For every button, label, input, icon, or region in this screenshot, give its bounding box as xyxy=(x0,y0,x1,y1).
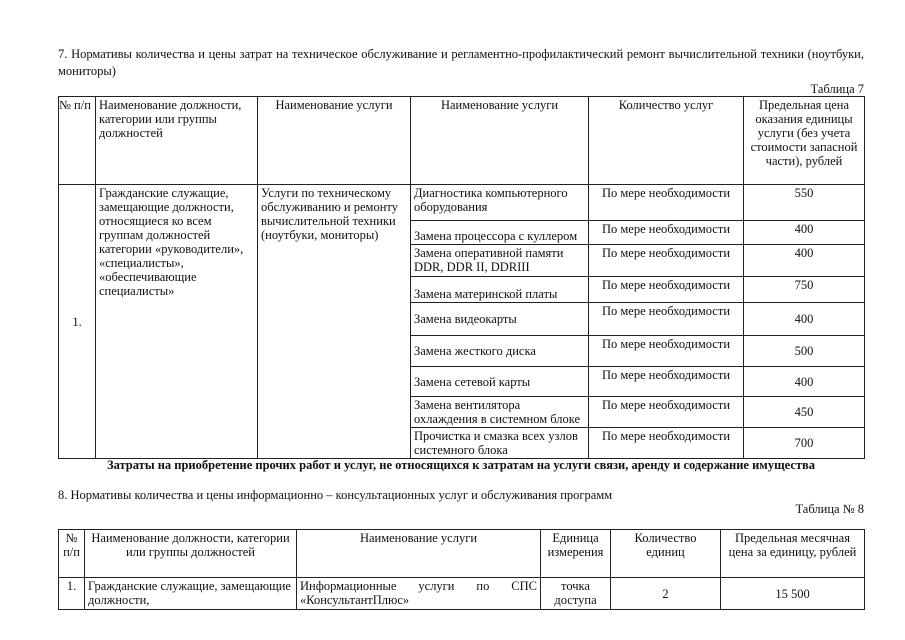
header-service: Наименование услуги xyxy=(411,97,589,185)
service-name: Замена сетевой карты xyxy=(411,367,589,397)
header-position: Наименование должности, категории или группы должностей xyxy=(85,530,297,578)
service-qty: По мере необходимости xyxy=(589,221,744,245)
service-qty: По мере необходимости xyxy=(589,336,744,367)
section8-heading: 8. Нормативы количества и цены информационно – консультационных услуг и обслуживания программ xyxy=(58,488,613,502)
service-qty: По мере необходимости xyxy=(589,428,744,459)
header-quantity: Количество единиц xyxy=(611,530,721,578)
header-unit: Единица измерения xyxy=(541,530,611,578)
table8-label: Таблица № 8 xyxy=(795,502,864,516)
service-price: 400 xyxy=(744,303,865,336)
row-price: 15 500 xyxy=(721,578,865,610)
header-service-group: Наименование услуги xyxy=(258,97,411,185)
service-price: 700 xyxy=(744,428,865,459)
service-price: 400 xyxy=(744,221,865,245)
service-name: Диагностика компьютерного оборудования xyxy=(411,185,589,221)
service-qty: По мере необходимости xyxy=(589,397,744,428)
header-quantity: Количество услуг xyxy=(589,97,744,185)
service-word: услуги xyxy=(418,579,455,593)
table-header-row xyxy=(59,97,865,185)
row-position: Гражданские служащие, замещающие должности, xyxy=(85,578,297,610)
service-qty: По мере необходимости xyxy=(589,367,744,397)
service-line-2: «КонсультантПлюс» xyxy=(300,593,410,607)
row-service xyxy=(297,578,541,610)
service-name: Замена процессора с куллером xyxy=(411,221,589,245)
row-qty: 2 xyxy=(611,578,721,610)
row-position: Гражданские служащие, замещающие должности, относящиеся ко всем группам должностей категории «руководители», «специалисты», «обеспечивающие специалисты» xyxy=(96,185,258,459)
header-number: № п/п xyxy=(59,530,85,578)
row-service-group: Услуги по техническому обслуживанию и ремонту вычислительной техники (ноутбуки, мониторы) xyxy=(258,185,411,459)
table-header-row xyxy=(59,530,865,578)
service-price: 500 xyxy=(744,336,865,367)
service-price: 450 xyxy=(744,397,865,428)
row-number: 1. xyxy=(59,185,96,459)
service-qty: По мере необходимости xyxy=(589,185,744,221)
service-name: Замена материнской платы xyxy=(411,277,589,303)
service-word: СПС xyxy=(511,579,537,593)
row-unit: точка доступа xyxy=(541,578,611,610)
header-number: № п/п xyxy=(59,97,96,185)
table-row xyxy=(59,578,865,610)
table7-label: Таблица 7 xyxy=(810,82,864,96)
service-price: 400 xyxy=(744,245,865,277)
service-qty: По мере необходимости xyxy=(589,303,744,336)
service-price: 400 xyxy=(744,367,865,397)
service-word: по xyxy=(476,579,490,593)
service-line-1 xyxy=(300,579,537,593)
service-word: Информационные xyxy=(300,579,397,593)
header-service: Наименование услуги xyxy=(297,530,541,578)
service-price: 750 xyxy=(744,277,865,303)
service-price: 550 xyxy=(744,185,865,221)
table-8 xyxy=(58,529,865,610)
header-price: Предельная месячная цена за единицу, рублей xyxy=(721,530,865,578)
service-name: Замена жесткого диска xyxy=(411,336,589,367)
row-number: 1. xyxy=(59,578,85,610)
service-name: Замена оперативной памяти DDR, DDR II, DDRIII xyxy=(411,245,589,277)
section-subtitle: Затраты на приобретение прочих работ и услуг, не относящихся к затратам на услуги связи, аренду и содержание имущества xyxy=(106,458,816,472)
table-row xyxy=(59,185,865,221)
service-name: Замена видеокарты xyxy=(411,303,589,336)
service-qty: По мере необходимости xyxy=(589,277,744,303)
service-name: Замена вентилятора охлаждения в системном блоке xyxy=(411,397,589,428)
service-name: Прочистка и смазка всех узлов системного блока xyxy=(411,428,589,459)
service-qty: По мере необходимости xyxy=(589,245,744,277)
header-price: Предельная цена оказания единицы услуги (без учета стоимости запасной части), рублей xyxy=(744,97,865,185)
section7-heading: 7. Нормативы количества и цены затрат на техническое обслуживание и регламентно-профилактический ремонт вычислительной техники (ноутбуки, мониторы) xyxy=(58,47,864,78)
header-position: Наименование должности, категории или группы должностей xyxy=(96,97,258,185)
table-7 xyxy=(58,96,865,459)
